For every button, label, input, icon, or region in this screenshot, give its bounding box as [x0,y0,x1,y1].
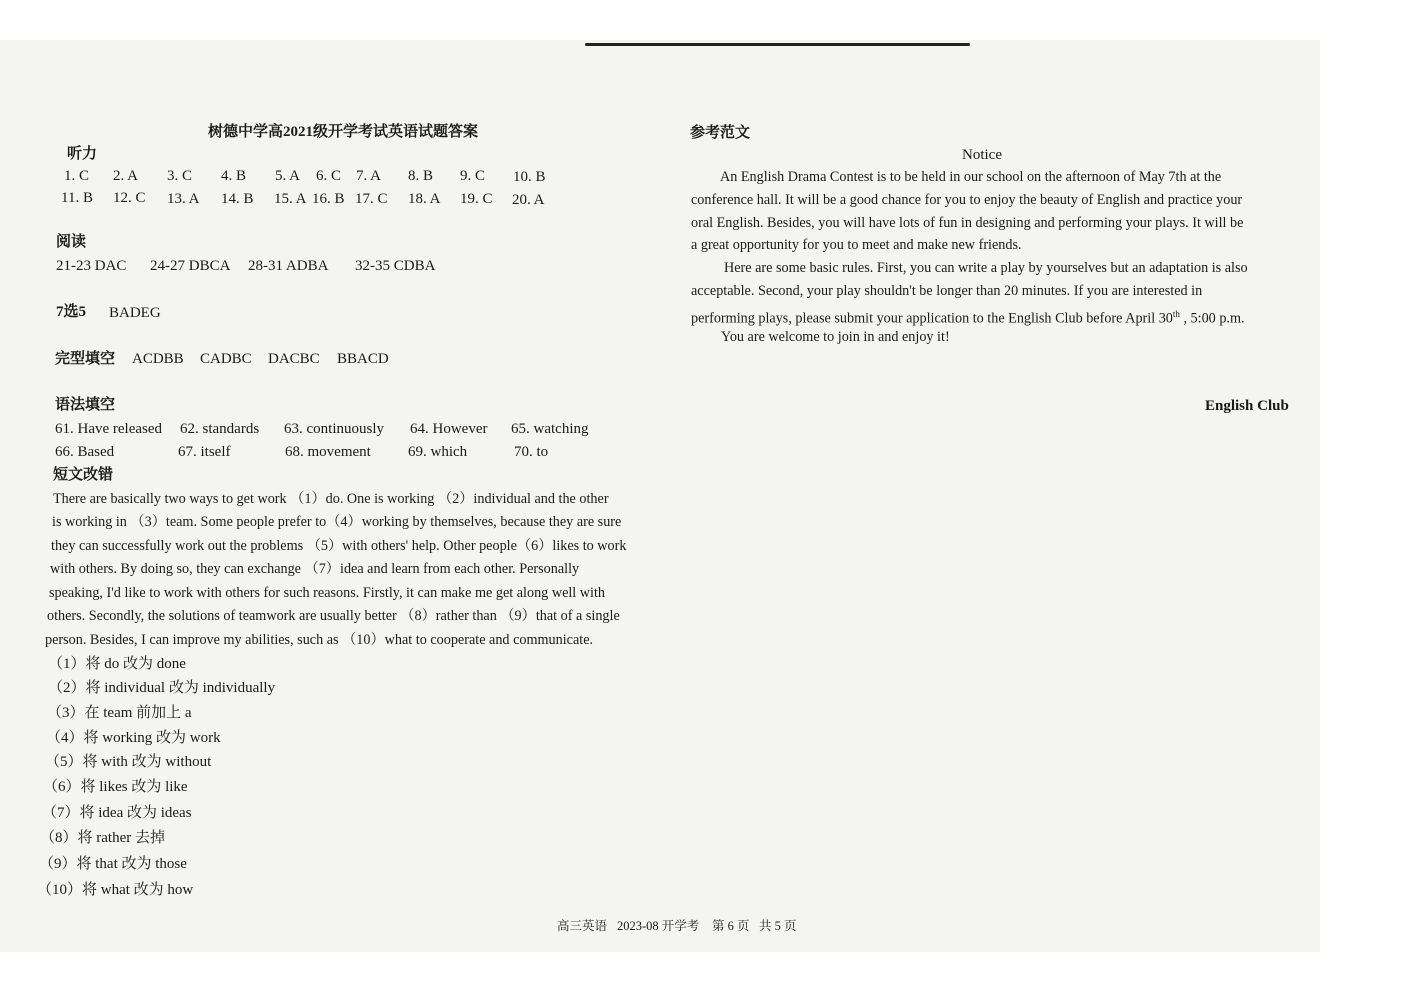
reading-answer: 32-35 CDBA [355,258,436,274]
cloze-answer-group: ACDBB [132,351,184,367]
grammar-answer: 68. movement [285,444,371,460]
notice-title: Notice [962,147,1002,163]
correction-item: （4）将 working 改为 work [46,730,221,746]
listening-answer: 1. C [64,168,90,184]
footer-page: 第 6 页 [712,919,750,933]
listening-answer: 19. C [460,191,493,207]
seven-choose-five-answer: BADEG [109,305,161,321]
grammar-answer: 61. Have released [55,421,163,437]
listening-answer: 2. A [113,168,139,184]
reading-answer: 21-23 DAC [56,258,127,274]
listening-answer: 8. B [408,168,434,184]
correction-item: （8）将 rather 去掉 [40,830,165,846]
listening-answer: 12. C [113,190,146,206]
error-correction-line: they can successfully work out the problems （5）with others' help. Other people（6）likes to work [51,538,627,554]
essay-line: acceptable. Second, your play shouldn't be longer than 20 minutes. If you are interested in [691,283,1203,299]
binding-line [585,43,970,46]
essay-signature: English Club [1205,398,1289,414]
error-correction-line: others. Secondly, the solutions of teamwork are usually better （8）rather than （9）that of a single [47,608,620,624]
correction-item: （3）在 team 前加上 a [47,705,192,721]
date-superscript: th [1172,309,1180,319]
listening-answer: 10. B [513,169,546,185]
cloze-answer-group: BBACD [337,351,389,367]
essay-line-text: performing plays, please submit your application to the English Club before April 30 [691,310,1173,327]
date-tail: , 5:00 p.m. [1179,310,1245,327]
cloze-heading: 完型填空 [55,351,116,367]
grammar-heading: 语法填空 [55,397,116,413]
listening-answer: 20. A [512,192,545,208]
footer-subject: 高三英语 [557,919,608,933]
grammar-answer: 67. itself [178,444,231,460]
listening-answer: 16. B [312,191,345,207]
correction-item: （9）将 that 改为 those [39,856,187,872]
error-correction-line: with others. By doing so, they can exchange （7）idea and learn from each other. Personally [50,561,580,577]
error-correction-line: is working in （3）team. Some people prefer to（4）working by themselves, because they are sure [52,514,622,530]
correction-item: （2）将 individual 改为 individually [48,680,276,696]
grammar-answer: 63. continuously [284,421,384,437]
grammar-answer: 62. standards [180,421,260,437]
essay-line: Here are some basic rules. First, you can write a play by yourselves but an adaptation is also [724,260,1248,276]
listening-answer: 17. C [355,191,388,207]
correction-item: （5）将 with 改为 without [45,754,212,770]
footer-total: 共 5 页 [759,919,797,933]
essay-line: a great opportunity for you to meet and make new friends. [691,237,1022,253]
error-correction-line: There are basically two ways to get work （1）do. One is working （2）individual and the other [53,491,609,507]
listening-answer: 9. C [460,168,486,184]
grammar-answer: 64. However [410,421,488,437]
grammar-answer: 70. to [514,444,549,460]
listening-heading: 听力 [67,146,98,162]
reading-answer: 28-31 ADBA [248,258,329,274]
listening-answer: 14. B [221,191,254,207]
essay-line: oral English. Besides, you will have lots of fun in designing and performing your plays. It will be [691,215,1244,231]
cloze-answer-group: DACBC [268,351,320,367]
correction-item: （6）将 likes 改为 like [43,779,188,795]
listening-answer: 4. B [221,168,247,184]
essay-line: conference hall. It will be a good chance for you to enjoy the beauty of English and practice your [691,192,1243,208]
reading-answer: 24-27 DBCA [150,258,231,274]
error-correction-line: person. Besides, I can improve my abilities, such as （10）what to cooperate and communicate. [45,632,594,648]
document-title: 树德中学高2021级开学考试英语试题答案 [208,124,479,140]
correction-item: （10）将 what 改为 how [37,882,194,898]
footer-exam: 2023-08 开学考 [617,919,700,933]
listening-answer: 5. A [275,168,301,184]
listening-answer: 15. A [274,191,307,207]
error-correction-line: speaking, I'd like to work with others for such reasons. Firstly, it can make me get along well with [49,585,606,601]
grammar-answer: 66. Based [55,444,115,460]
listening-answer: 11. B [61,190,93,206]
correction-item: （1）将 do 改为 done [48,656,186,672]
error-correction-heading: 短文改错 [53,467,114,483]
essay-line: You are welcome to join in and enjoy it! [721,329,950,345]
listening-answer: 13. A [167,191,200,207]
listening-answer: 6. C [316,168,342,184]
listening-answer: 18. A [408,191,441,207]
seven-choose-five-heading: 7选5 [56,304,87,320]
sample-essay-heading: 参考范文 [690,125,751,141]
listening-answer: 7. A [356,168,382,184]
reading-heading: 阅读 [56,234,87,250]
grammar-answer: 69. which [408,444,468,460]
correction-item: （7）将 idea 改为 ideas [42,805,192,821]
grammar-answer: 65. watching [511,421,589,437]
essay-line: An English Drama Contest is to be held in our school on the afternoon of May 7th at the [720,169,1222,185]
listening-answer: 3. C [167,168,193,184]
cloze-answer-group: CADBC [200,351,252,367]
